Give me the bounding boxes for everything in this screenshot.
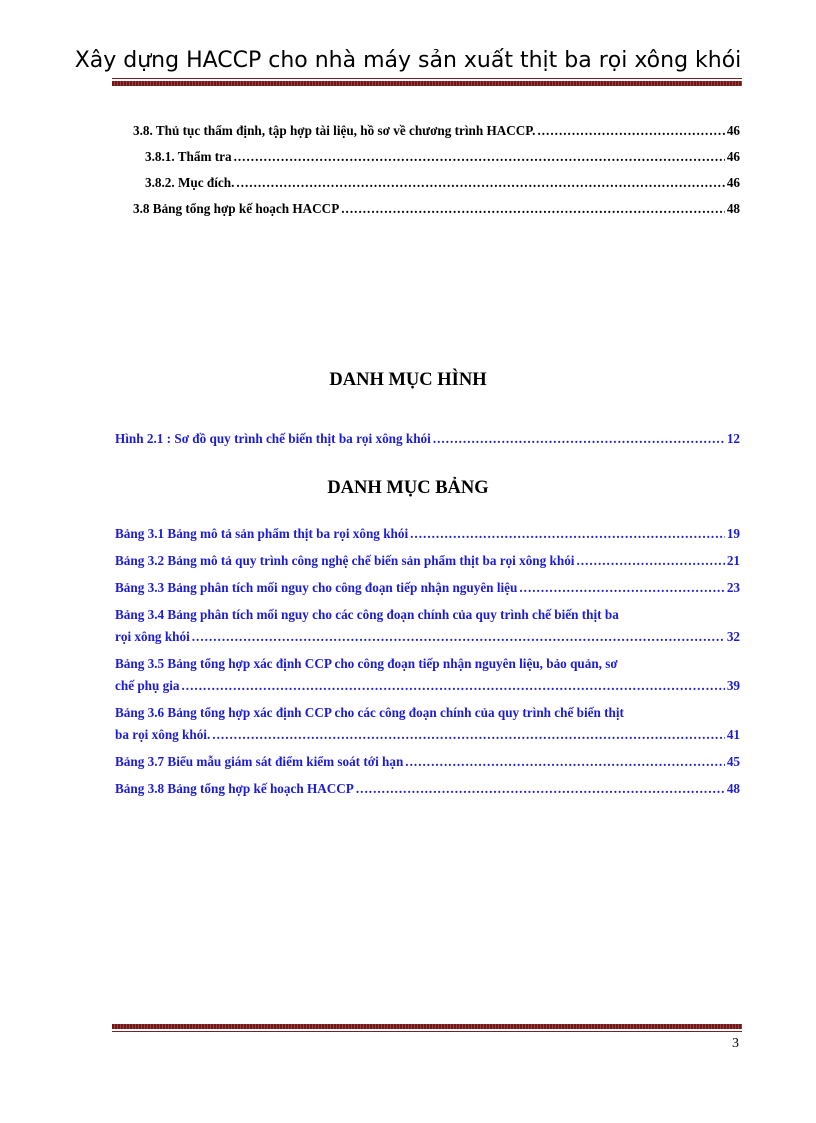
leader-dots [519, 577, 724, 599]
table-entry-page: 32 [726, 629, 740, 644]
toc-entry-page: 48 [726, 201, 740, 216]
table-entry-label: chế phụ gia [115, 678, 180, 693]
toc-entry-label: 3.8.2. Mục đích. [145, 175, 235, 190]
table-entry[interactable] [115, 751, 740, 773]
table-entry-label: Bảng 3.1 Bảng mô tả sản phẩm thịt ba rọi xông khói [115, 526, 409, 541]
leader-dots [341, 196, 725, 222]
table-entry-line1: Bảng 3.4 Bảng phân tích mối nguy cho các công đoạn chính của quy trình chế biến thịt ba [115, 607, 619, 622]
leader-dots [433, 426, 725, 452]
leader-dots [182, 675, 725, 697]
table-entry-page: 19 [726, 526, 740, 541]
running-header-title: Xây dựng HACCP cho nhà máy sản xuất thịt ba rọi xông khói [74, 48, 742, 73]
leader-dots [537, 118, 724, 144]
table-entry[interactable] [115, 523, 740, 545]
header-rule-thin [112, 78, 742, 79]
table-entry[interactable] [115, 702, 740, 746]
leader-dots [234, 144, 725, 170]
page-number: 3 [732, 1036, 739, 1051]
table-entry-page: 45 [726, 754, 740, 769]
toc-entry-page: 46 [726, 149, 740, 164]
leader-dots [192, 626, 725, 648]
table-entry[interactable] [115, 653, 740, 697]
leader-dots [356, 778, 725, 800]
table-entry-page: 48 [726, 781, 740, 796]
table-entry-label: Bảng 3.7 Biểu mẫu giám sát điểm kiểm soát tới hạn [115, 754, 404, 769]
leader-dots [576, 550, 724, 572]
table-entry[interactable] [115, 577, 740, 599]
toc-entry[interactable] [115, 118, 740, 144]
tables-heading: DANH MỤC BẢNG [327, 478, 489, 498]
table-entry-label: Bảng 3.8 Bảng tổng hợp kế hoạch HACCP [115, 781, 354, 796]
table-entry-label: rọi xông khói [115, 629, 190, 644]
table-entry-label: ba rọi xông khói. [115, 727, 211, 742]
header-rule [112, 81, 742, 86]
footer-rule-thin [112, 1031, 742, 1032]
table-entry[interactable] [115, 778, 740, 800]
table-entry[interactable] [115, 550, 740, 572]
table-entry-page: 23 [726, 580, 740, 595]
toc-continued [115, 118, 740, 222]
table-entry[interactable] [115, 604, 740, 648]
table-entry-line1: Bảng 3.6 Bảng tổng hợp xác định CCP cho các công đoạn chính của quy trình chế biến thịt [115, 705, 624, 720]
toc-entry-page: 46 [726, 175, 740, 190]
leader-dots [405, 751, 725, 773]
table-entry-page: 41 [726, 727, 740, 742]
toc-entry-label: 3.8. Thủ tục thẩm định, tập hợp tài liệu, hồ sơ về chương trình HACCP. [133, 123, 536, 138]
toc-entry[interactable] [115, 196, 740, 222]
figures-list [115, 426, 740, 452]
figures-heading: DANH MỤC HÌNH [329, 370, 487, 390]
leader-dots [212, 724, 725, 746]
leader-dots [236, 170, 724, 196]
figure-entry[interactable] [115, 426, 740, 452]
figure-entry-page: 12 [726, 431, 740, 446]
tables-list [115, 523, 740, 805]
footer-rule [112, 1024, 742, 1029]
toc-entry-label: 3.8.1. Thẩm tra [145, 149, 232, 164]
toc-entry[interactable] [115, 170, 740, 196]
table-entry-label: Bảng 3.2 Bảng mô tả quy trình công nghệ chế biến sản phẩm thịt ba rọi xông khói [115, 553, 575, 568]
table-entry-page: 21 [726, 553, 740, 568]
toc-entry[interactable] [115, 144, 740, 170]
toc-entry-page: 46 [726, 123, 740, 138]
table-entry-page: 39 [726, 678, 740, 693]
toc-entry-label: 3.8 Bảng tổng hợp kế hoạch HACCP [133, 201, 340, 216]
table-entry-line1: Bảng 3.5 Bảng tổng hợp xác định CCP cho công đoạn tiếp nhận nguyên liệu, bảo quản, sơ [115, 656, 618, 671]
figure-entry-label: Hình 2.1 : Sơ đồ quy trình chế biến thịt ba rọi xông khói [115, 431, 431, 446]
leader-dots [410, 523, 725, 545]
table-entry-label: Bảng 3.3 Bảng phân tích mối nguy cho công đoạn tiếp nhận nguyên liệu [115, 580, 518, 595]
